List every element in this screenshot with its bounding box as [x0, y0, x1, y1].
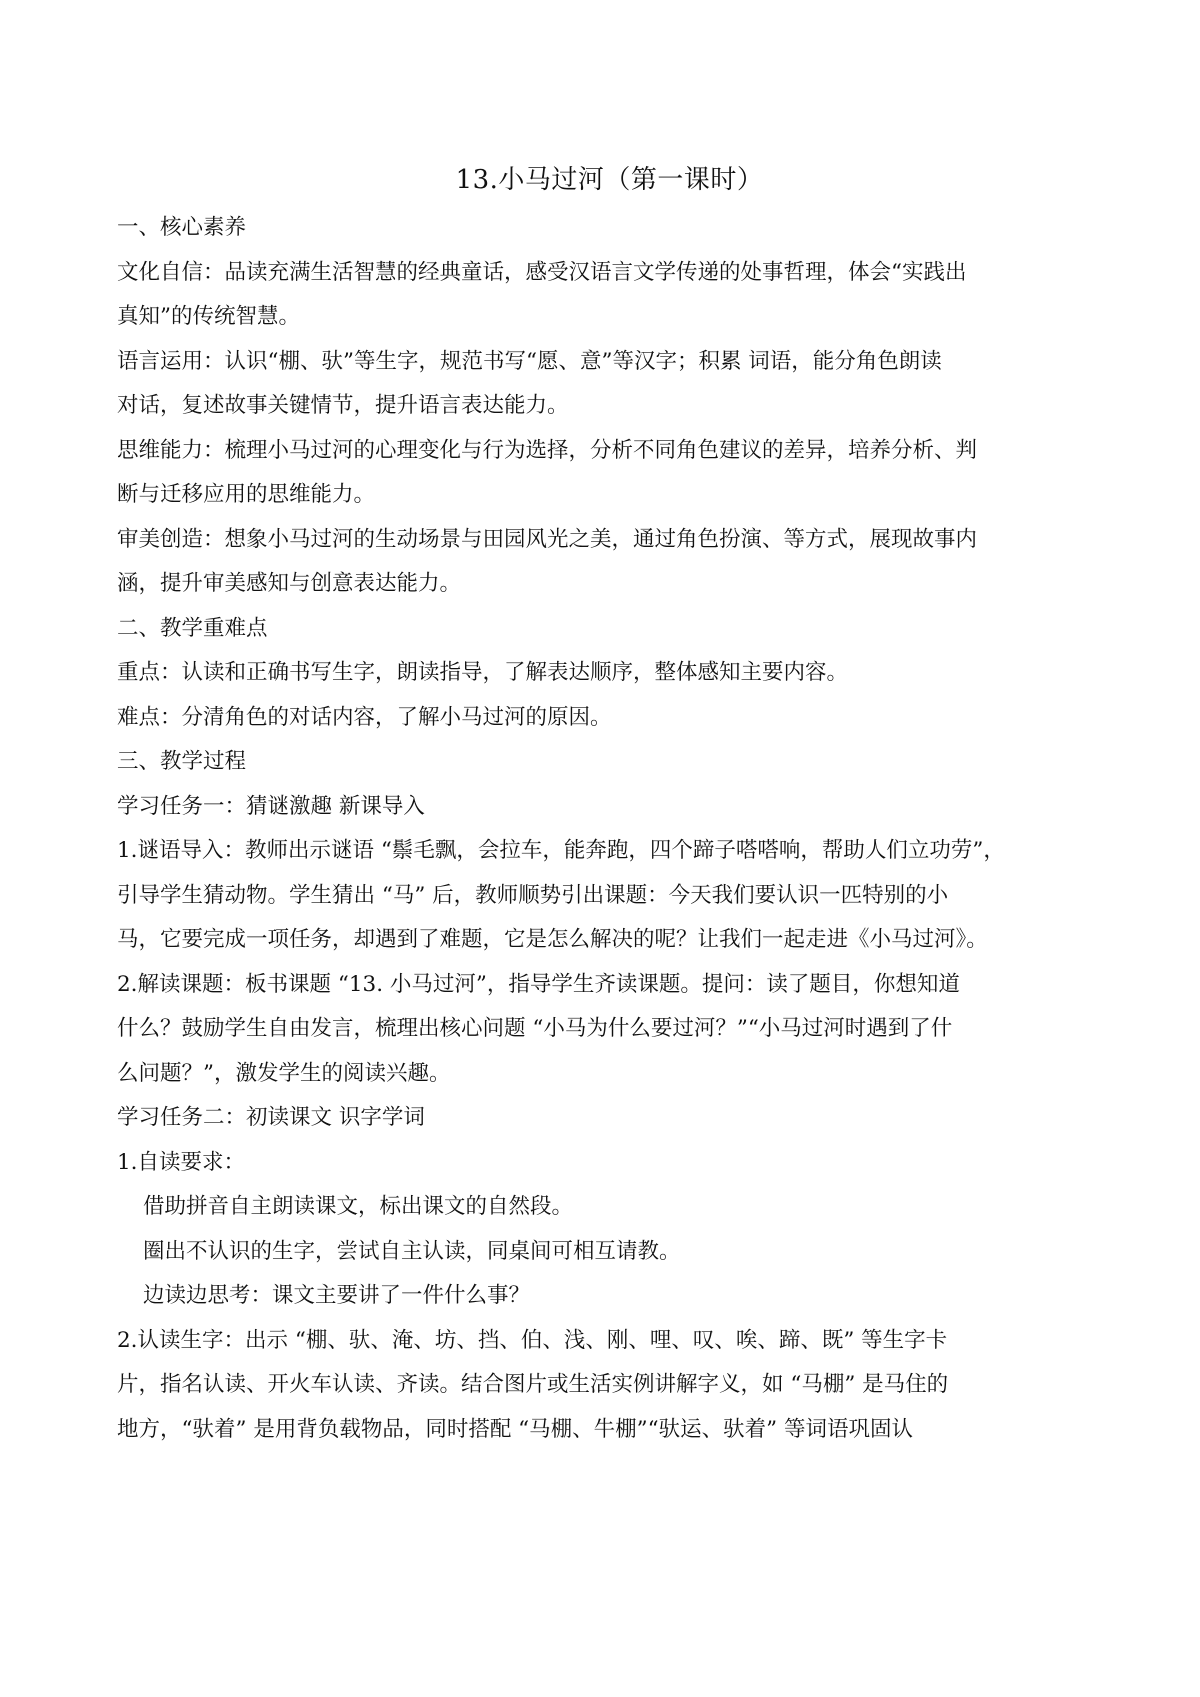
paragraph-line: 2.认读生字：出示 “棚、驮、淹、坊、挡、伯、浅、刚、哩、叹、唉、蹄、既” 等生字卡 — [117, 1327, 948, 1353]
paragraph-line: 1.自读要求： — [117, 1149, 246, 1175]
paragraph-line: 文化自信：品读充满生活智慧的经典童话，感受汉语言文学传递的处事哲理，体会“实践出 — [117, 259, 967, 285]
paragraph-line: 么问题？”，激发学生的阅读兴趣。 — [117, 1060, 451, 1086]
list-item: 圈出不认识的生字，尝试自主认读，同桌间可相互请教。 — [143, 1238, 681, 1264]
paragraph-line: 对话，复述故事关键情节，提升语言表达能力。 — [117, 393, 569, 418]
document-title: 13.小马过河（第一课时） — [455, 165, 764, 195]
section-heading-key-points: 二、教学重难点 — [117, 615, 268, 641]
task-heading-one: 学习任务一：猜谜激趣 新课导入 — [117, 793, 425, 819]
task-heading-two: 学习任务二：初读课文 识字学词 — [117, 1105, 425, 1130]
paragraph-line: 思维能力：梳理小马过河的心理变化与行为选择，分析不同角色建议的差异，培养分析、判 — [117, 437, 978, 463]
paragraph-line: 断与迁移应用的思维能力。 — [117, 482, 376, 507]
section-heading-core-literacy: 一、核心素养 — [117, 215, 247, 240]
paragraph-line: 什么？鼓励学生自由发言，梳理出核心问题 “小马为什么要过河？”“小马过河时遇到了什 — [117, 1016, 953, 1041]
paragraph-line: 真知”的传统智慧。 — [117, 304, 300, 329]
list-item: 借助拼音自主朗读课文，标出课文的自然段。 — [143, 1194, 574, 1219]
paragraph-line: 重点：认读和正确书写生字，朗读指导，了解表达顺序，整体感知主要内容。 — [117, 660, 849, 685]
paragraph-line: 引导学生猜动物。学生猜出 “马” 后，教师顺势引出课题：今天我们要认识一匹特别的小 — [117, 882, 949, 908]
paragraph-line: 地方，“驮着” 是用背负载物品，同时搭配 “马棚、牛棚”“驮运、驮着” 等词语巩固认 — [117, 1416, 913, 1442]
paragraph-line: 涵，提升审美感知与创意表达能力。 — [117, 571, 462, 596]
paragraph-line: 语言运用：认识“棚、驮”等生字，规范书写“愿、意”等汉字；积累 词语，能分角色朗读 — [117, 348, 942, 374]
paragraph-line: 审美创造：想象小马过河的生动场景与田园风光之美，通过角色扮演、等方式，展现故事内 — [117, 526, 978, 552]
paragraph-line: 难点：分清角色的对话内容，了解小马过河的原因。 — [117, 704, 612, 730]
paragraph-line: 马，它要完成一项任务，却遇到了难题，它是怎么解决的呢？让我们一起走进《小马过河》。 — [117, 927, 988, 952]
paragraph-line: 片，指名认读、开火车认读、齐读。结合图片或生活实例讲解字义，如 “马棚” 是马住的 — [117, 1372, 949, 1397]
paragraph-line: 2.解读课题：板书课题 “13. 小马过河”，指导学生齐读课题。提问：读了题目，你想知道 — [117, 971, 960, 997]
document-body — [117, 160, 1102, 1452]
paragraph-line: 1.谜语导入：教师出示谜语 “鬃毛飘，会拉车，能奔跑，四个蹄子嗒嗒响，帮助人们立功劳”， — [117, 838, 1005, 863]
section-heading-teaching-process: 三、教学过程 — [117, 749, 247, 774]
list-item: 边读边思考：课文主要讲了一件什么事？ — [143, 1283, 531, 1308]
